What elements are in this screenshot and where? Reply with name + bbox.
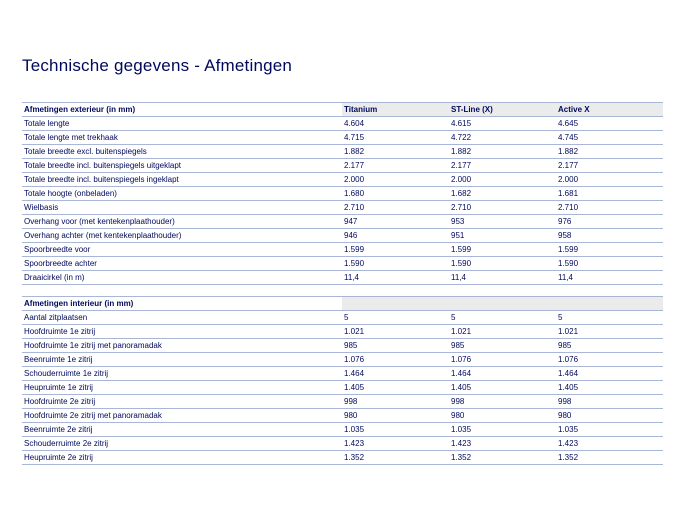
- spec-value: 951: [451, 231, 465, 240]
- spec-value: 1.035: [451, 425, 472, 434]
- spec-value: 998: [451, 397, 465, 406]
- spec-value: 2.177: [344, 161, 365, 170]
- spec-value: 980: [344, 411, 358, 420]
- column-header: [342, 297, 449, 311]
- spec-value: 1.423: [558, 439, 579, 448]
- column-header: ST-Line (X): [449, 103, 556, 117]
- spec-value: 1.681: [558, 189, 579, 198]
- spec-value: 5: [451, 313, 456, 322]
- spec-value: 1.590: [344, 259, 365, 268]
- table-row: [22, 325, 663, 339]
- table-row: [22, 159, 663, 173]
- spec-value: 1.882: [558, 147, 579, 156]
- table-row: [22, 243, 663, 257]
- column-header: [449, 297, 556, 311]
- table-row: [22, 215, 663, 229]
- table-row: [22, 437, 663, 451]
- spec-value: 1.882: [451, 147, 472, 156]
- spec-label: Aantal zitplaatsen: [24, 313, 88, 322]
- spec-value: 1.464: [344, 369, 365, 378]
- table-row: [22, 131, 663, 145]
- spec-label: Totale breedte incl. buitenspiegels ingeklapt: [24, 175, 179, 184]
- spec-value: 1.021: [558, 327, 579, 336]
- spec-value: 1.464: [558, 369, 579, 378]
- spec-label: Spoorbreedte achter: [24, 259, 97, 268]
- spec-value: 1.405: [344, 383, 365, 392]
- spacer-cell: [22, 285, 663, 297]
- spec-value: 1.352: [344, 453, 365, 462]
- table-row: [22, 257, 663, 271]
- table-row: [22, 271, 663, 285]
- spec-value: 1.021: [451, 327, 472, 336]
- spec-label: Hoofdruimte 2e zitrij: [24, 397, 96, 406]
- spec-value: 1.076: [451, 355, 472, 364]
- spec-value: 1.882: [344, 147, 365, 156]
- spec-value: 985: [558, 341, 572, 350]
- section-title: Afmetingen interieur (in mm): [24, 299, 134, 308]
- spec-label: Totale breedte incl. buitenspiegels uitgeklapt: [24, 161, 181, 170]
- spec-label: Heupruimte 2e zitrij: [24, 453, 93, 462]
- spec-value: 1.590: [558, 259, 579, 268]
- spec-label: Heupruimte 1e zitrij: [24, 383, 93, 392]
- table-row: [22, 339, 663, 353]
- dimensions-table: [22, 102, 663, 465]
- table-row: [22, 229, 663, 243]
- spec-value: 1.352: [451, 453, 472, 462]
- spec-value: 4.615: [451, 119, 472, 128]
- spec-label: Totale hoogte (onbeladen): [24, 189, 117, 198]
- table-row: [22, 145, 663, 159]
- spec-value: 2.177: [558, 161, 579, 170]
- spec-value: 11,4: [558, 273, 573, 282]
- table-row: [22, 423, 663, 437]
- spec-value: 1.464: [451, 369, 472, 378]
- spec-value: 1.405: [558, 383, 579, 392]
- section-title: Afmetingen exterieur (in mm): [24, 105, 136, 114]
- section-header-row: [22, 297, 663, 311]
- table-row: [22, 353, 663, 367]
- spec-value: 1.405: [451, 383, 472, 392]
- spec-value: 1.423: [451, 439, 472, 448]
- spec-value: 1.599: [344, 245, 365, 254]
- spec-value: 946: [344, 231, 358, 240]
- table-row: [22, 311, 663, 325]
- spec-value: 4.745: [558, 133, 579, 142]
- spec-value: 985: [451, 341, 465, 350]
- spec-value: 11,4: [451, 273, 466, 282]
- table-row: [22, 201, 663, 215]
- spec-value: 998: [344, 397, 358, 406]
- spec-value: 958: [558, 231, 572, 240]
- spec-label: Totale breedte excl. buitenspiegels: [24, 147, 147, 156]
- spec-value: 2.000: [344, 175, 365, 184]
- spec-value: 980: [451, 411, 465, 420]
- spec-label: Hoofdruimte 2e zitrij met panoramadak: [24, 411, 162, 420]
- spec-value: 980: [558, 411, 572, 420]
- spec-label: Wielbasis: [24, 203, 59, 212]
- spec-label: Overhang achter (met kentekenplaathouder): [24, 231, 182, 240]
- spec-value: 2.710: [344, 203, 365, 212]
- spec-value: 1.599: [451, 245, 472, 254]
- section-spacer: [22, 285, 663, 297]
- table-row: [22, 187, 663, 201]
- spec-value: 4.645: [558, 119, 579, 128]
- spec-label: Hoofdruimte 1e zitrij met panoramadak: [24, 341, 162, 350]
- spec-value: 1.035: [344, 425, 365, 434]
- table-row: [22, 395, 663, 409]
- spec-value: 4.604: [344, 119, 365, 128]
- spec-label: Schouderruimte 2e zitrij: [24, 439, 109, 448]
- spec-value: 4.715: [344, 133, 365, 142]
- spec-label: Totale lengte met trekhaak: [24, 133, 118, 142]
- spec-value: 5: [558, 313, 563, 322]
- spec-label: Schouderruimte 1e zitrij: [24, 369, 109, 378]
- spec-value: 2.000: [558, 175, 579, 184]
- spec-value: 2.710: [451, 203, 472, 212]
- spec-value: 1.035: [558, 425, 579, 434]
- page-title: Technische gegevens - Afmetingen: [22, 56, 293, 75]
- spec-value: 953: [451, 217, 465, 226]
- spec-value: 2.000: [451, 175, 472, 184]
- spec-label: Hoofdruimte 1e zitrij: [24, 327, 96, 336]
- spec-value: 2.710: [558, 203, 579, 212]
- spec-value: 1.682: [451, 189, 472, 198]
- spec-label: Beenruimte 2e zitrij: [24, 425, 93, 434]
- spec-value: 1.590: [451, 259, 472, 268]
- column-header: [556, 297, 663, 311]
- spec-value: 2.177: [451, 161, 472, 170]
- spec-label: Spoorbreedte voor: [24, 245, 91, 254]
- spec-label: Draaicirkel (in m): [24, 273, 85, 282]
- spec-value: 11,4: [344, 273, 359, 282]
- table-row: [22, 381, 663, 395]
- spec-value: 1.352: [558, 453, 579, 462]
- spec-label: Beenruimte 1e zitrij: [24, 355, 93, 364]
- spec-value: 985: [344, 341, 358, 350]
- spec-value: 1.076: [344, 355, 365, 364]
- section-header-row: [22, 103, 663, 117]
- spec-label: Overhang voor (met kentekenplaathouder): [24, 217, 175, 226]
- spec-value: 1.423: [344, 439, 365, 448]
- column-header: Active X: [556, 103, 663, 117]
- spec-label: Totale lengte: [24, 119, 70, 128]
- spec-value: 1.680: [344, 189, 365, 198]
- table-row: [22, 409, 663, 423]
- spec-value: 1.076: [558, 355, 579, 364]
- column-header: Titanium: [342, 103, 449, 117]
- spec-value: 1.599: [558, 245, 579, 254]
- spec-value: 5: [344, 313, 349, 322]
- table-row: [22, 367, 663, 381]
- spec-value: 4.722: [451, 133, 472, 142]
- spec-value: 947: [344, 217, 358, 226]
- table-row: [22, 117, 663, 131]
- table-row: [22, 451, 663, 465]
- table-row: [22, 173, 663, 187]
- spec-value: 998: [558, 397, 572, 406]
- spec-value: 1.021: [344, 327, 365, 336]
- spec-value: 976: [558, 217, 572, 226]
